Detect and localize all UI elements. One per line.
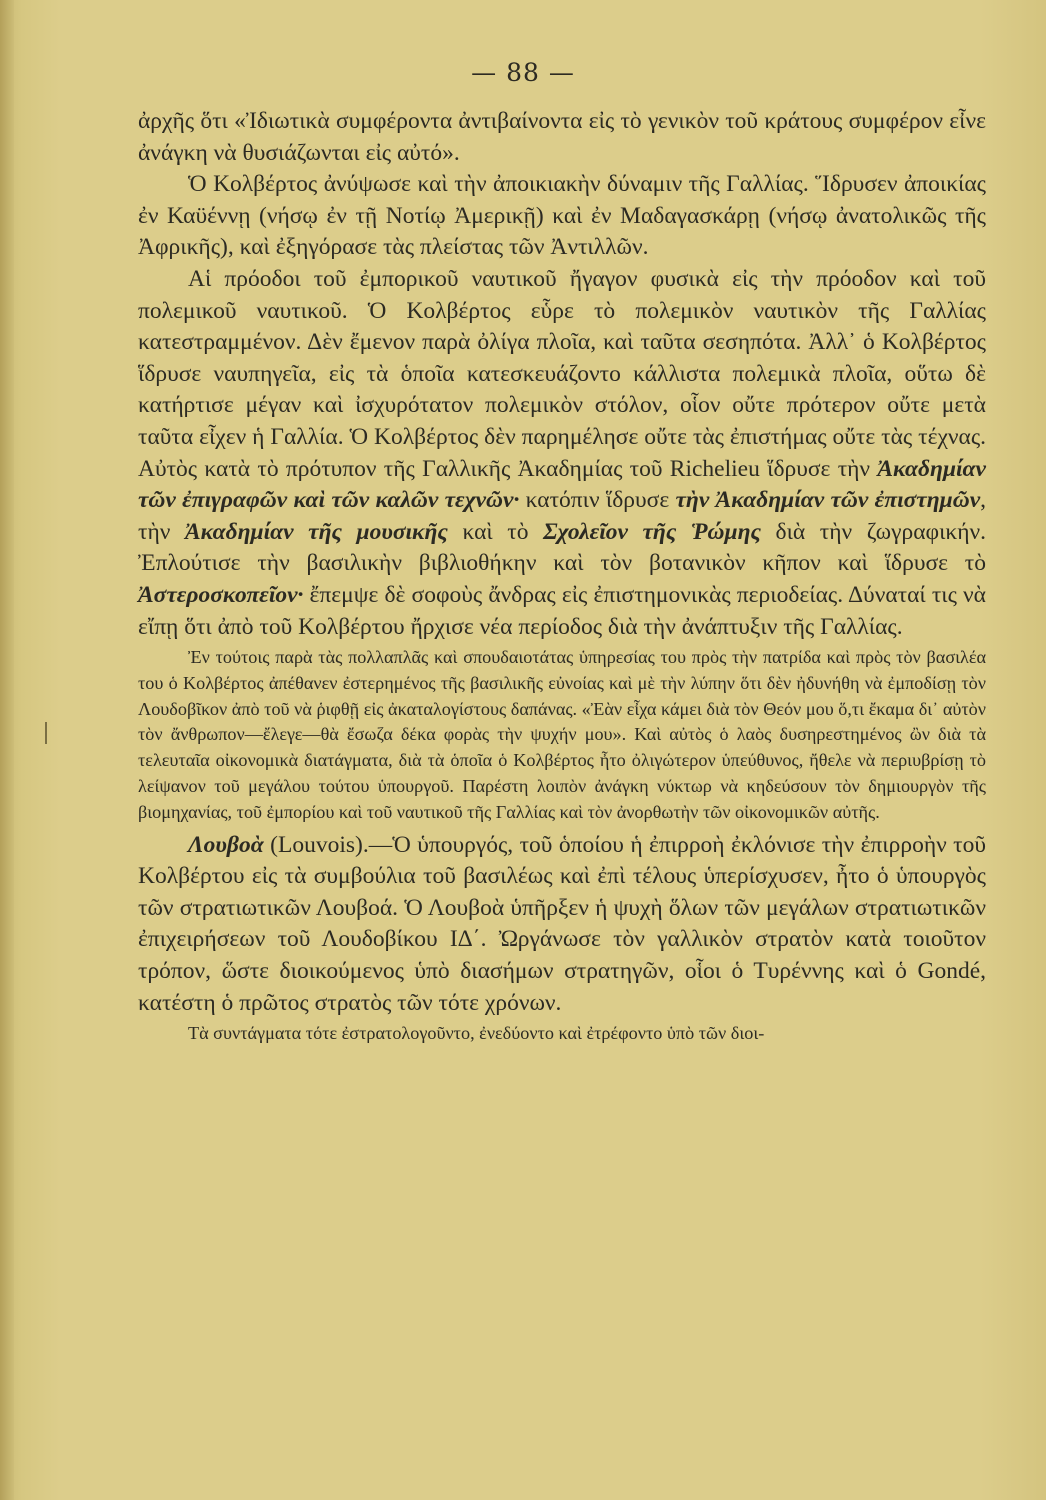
margin-mark [45, 722, 47, 744]
emphasis-observatory: Ἀστεροσκοπεῖον· [138, 581, 304, 608]
text-run: διὰ τὴν ζωγραφικήν. Ἐπλούτισε τὴν βασιλικὴν βιβλιοθήκην καὶ τὸν βοτανικὸν κῆπον καὶ ἵδρυσε τὸ [138, 518, 987, 577]
paragraph-4 [138, 830, 986, 1020]
emphasis-louvois: Λουβοὰ [188, 831, 264, 858]
text-run: κατόπιν ἵδρυσε [519, 487, 676, 514]
paragraph-2: Ὁ Κολβέρτος ἀνύψωσε καὶ τὴν ἀποικιακὴν δύναμιν τῆς Γαλλίας. Ἵδρυσεν ἀποικίας ἐν Καϋέννῃ (νήσῳ ἐν τῇ Νοτίῳ Ἀμερικῇ) καὶ ἐν Μαδαγασκάρῃ (νήσῳ ἀνατολικῶς τῆς Ἀφρικῆς), καὶ ἐξηγόρασε τὰς πλείστας τῶν Ἀντιλλῶν. [138, 171, 986, 261]
small-paragraph-2: Τὰ συντάγματα τότε ἐστρατολογοῦντο, ἐνεδύοντο καὶ ἐτρέφοντο ὑπὸ τῶν διοι- [188, 1023, 765, 1044]
page-number: — 88 — [471, 58, 575, 87]
text-run: (Louvois).—Ὁ ὑπουργός, τοῦ ὁποίου ἡ ἐπιρροὴ ἐκλόνισε τὴν ἐπιρροὴν τοῦ Κολβέρτου εἰς τὰ συμβούλια τοῦ βασιλέως καὶ ἐπὶ τέλους ὑπερίσχυσεν, ἦτο ὁ ὑπουργὸς τῶν στρατιωτικῶν Λουβοά. Ὁ Λουβοὰ ὑπῆρξεν ἡ ψυχὴ ὅλων τῶν μεγάλων στρατιωτικῶν ἐπιχειρήσεων τοῦ Λουδοβίκου ΙΔ΄. Ὠργάνωσε τὸν γαλλικὸν στρατὸν κατὰ τοιοῦτον τρόπον, ὥστε διοικούμενος ὑπὸ διασήμων στρατηγῶν, οἷοι ὁ Τυρέννης καὶ ὁ Gondé, κατέστη ὁ πρῶτος στρατὸς τῶν τότε χρόνων. [138, 831, 986, 1016]
binding-edge [0, 0, 14, 1500]
small-paragraph-1: Ἐν τούτοις παρὰ τὰς πολλαπλᾶς καὶ σπουδαιοτάτας ὑπηρεσίας του πρὸς τὴν πατρίδα καὶ πρὸς τὸν βασιλέα του ὁ Κολβέρτος ἀπέθανεν ἐστερημένος τῆς βασιλικῆς εὐνοίας καὶ μὲ τὴν λύπην ὅτι δὲν ἠδυνήθη νὰ ἐμποδίσῃ τὸν Λουδοβῖκον ἀπὸ τοῦ νὰ ῥιφθῇ εἰς ἀκαταλογίστους δαπάνας. «Ἐὰν εἶχα κάμει διὰ τὸν Θεόν μου ὅ,τι ἔκαμα δι᾽ αὐτὸν τὸν ἄνθρωπον—ἔλεγε—θὰ ἔσωζα δέκα φορὰς τὴν ψυχήν μου». Καὶ αὐτὸς ὁ λαὸς δυσηρεστημένος ὢν διὰ τὰ τελευταῖα οἰκονομικὰ διατάγματα, διὰ τὰ ὁποῖα ὁ Κολβέρτος ἦτο ὀλιγώτερον ὑπεύθυνος, ἤθελε νὰ περιυβρίσῃ τὸ λείψανον τοῦ μεγάλου τούτου ὑπουργοῦ. Παρέστη λοιπὸν ἀνάγκη νύκτωρ νὰ κηδεύσουν τὸν δημιουργὸν τῆς βιομηχανίας, τοῦ ἐμπορίου καὶ τοῦ ναυτικοῦ τῆς Γαλλίας καὶ τὸν ἀνορθωτὴν τῶν οἰκονομικῶν αὐτῆς. [138, 647, 986, 822]
text-column [138, 106, 986, 1051]
paragraph-3 [138, 264, 986, 643]
emphasis-academy-inscriptions: Ἀκαδημίαν τῶν ἐπιγραφῶν καὶ τῶν καλῶν τεχνῶν· [138, 455, 986, 514]
emphasis-academy-sciences: τὴν Ἀκαδημίαν τῶν ἐπιστημῶν [675, 487, 981, 514]
paragraph-1: ἀρχῆς ὅτι «Ἰδιωτικὰ συμφέροντα ἀντιβαίνοντα εἰς τὸ γενικὸν τοῦ κράτους συμφέρον εἶνε ἀνάγκη νὰ θυσιάζωνται εἰς αὐτό». [138, 108, 986, 166]
emphasis-school-rome: Σχολεῖον τῆς Ῥώμης [543, 518, 761, 545]
text-run: , τὴν [138, 487, 987, 545]
emphasis-academy-music: Ἀκαδημίαν τῆς μουσικῆς [184, 518, 448, 545]
text-run: καὶ τὸ [447, 518, 544, 545]
text-run: ἔπεμψε δὲ σοφοὺς ἄνδρας εἰς ἐπιστημονικὰς περιοδείας. Δύναταί τις νὰ εἴπῃ ὅτι ἀπὸ τοῦ Κολβέρτου ἤρχισε νέα περίοδος διὰ τὴν ἀνάπτυξιν τῆς Γαλλίας. [138, 581, 986, 640]
text-run: Αἱ πρόοδοι τοῦ ἐμπορικοῦ ναυτικοῦ ἤγαγον φυσικὰ εἰς τὴν πρόοδον καὶ τοῦ πολεμικοῦ ναυτικοῦ. Ὁ Κολβέρτος εὗρε τὸ πολεμικὸν ναυτικὸν τῆς Γαλλίας κατεστραμμένον. Δὲν ἔμενον παρὰ ὀλίγα πλοῖα, καὶ ταῦτα σεσηπότα. Ἀλλ᾽ ὁ Κολβέρτος ἵδρυσε ναυπηγεῖα, εἰς τὰ ὁποῖα κατεσκευάζοντο κάλλιστα πολεμικὰ πλοῖα, οὕτω δὲ κατήρτισε μέγαν καὶ ἰσχυρότατον πολεμικὸν στόλον, οἷον οὔτε πρότερον οὔτε μετὰ ταῦτα εἶχεν ἡ Γαλλία. Ὁ Κολβέρτος δὲν παρημέλησε οὔτε τὰς ἐπιστήμας οὔτε τὰς τέχνας. Αὐτὸς κατὰ τὸ πρότυπον τῆς Γαλλικῆς Ἀκαδημίας τοῦ Richelieu ἵδρυσε τὴν [138, 265, 986, 482]
